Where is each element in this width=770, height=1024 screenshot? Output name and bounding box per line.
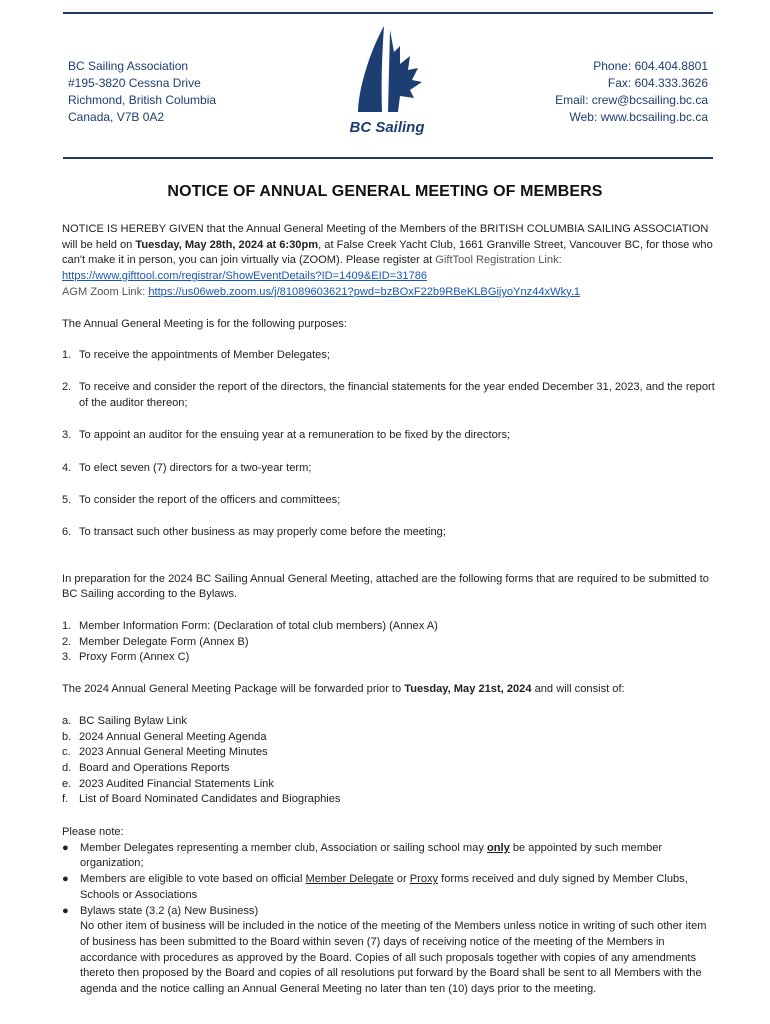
bullet-icon: ●: [62, 873, 69, 886]
package-date: Tuesday, May 21st, 2024: [404, 683, 532, 696]
address-line: BC Sailing Association: [68, 59, 189, 73]
bylaw-quote: No other item of business will be included in the notice of the meeting of the Members unless notice in writing of such other item of business has been submitted to the Board within seven (7) days of receiving notice of the meeting of the Members in accordance with procedures as approved by the Board. Copies of all such proposals together with copies of any amendments thereto then proposed by the Board and copies of all resolutions put forward by the Board shall be sent to all Members with the agenda and the notice calling an Annual General Meeting no later than ten (10) days prior to the meeting.: [80, 920, 707, 996]
header-bottom-rule: [63, 157, 713, 159]
bullet-icon: ●: [62, 841, 69, 854]
bullet-icon: ●: [62, 904, 69, 917]
package-item: e. 2023 Audited Financial Statements Link: [62, 777, 274, 790]
package-item: d. Board and Operations Reports: [62, 761, 230, 774]
intro-text-2: , at False Creek Yacht Club, 1661 Granville Street, Vancouver BC, for those who can't make it in person, you can join virtually via (ZOOM). Please register at: [62, 238, 713, 267]
purpose-item: 6. To transact such other business as may properly come before the meeting;: [62, 525, 446, 538]
registration-label: GiftTool Registration Link:: [435, 254, 562, 267]
purpose-item: 1. To receive the appointments of Member Delegates;: [62, 349, 330, 362]
package-intro: The 2024 Annual General Meeting Package will be forwarded prior to Tuesday, May 21st, 2024 and will consist of:: [62, 683, 625, 696]
address-line: Richmond, British Columbia: [68, 93, 217, 107]
form-item: 3. Proxy Form (Annex C): [62, 651, 190, 664]
proxy-term: Proxy: [409, 873, 439, 886]
purposes-intro: The Annual General Meeting is for the following purposes:: [62, 317, 347, 330]
form-item: 2. Member Delegate Form (Annex B): [62, 635, 249, 648]
package-item: b. 2024 Annual General Meeting Agenda: [62, 730, 267, 743]
logo-wordmark: BC Sailing: [349, 119, 425, 136]
note-bullet: ● Bylaws state (3.2 (a) New Business): [62, 904, 716, 920]
intro-paragraph: [62, 222, 716, 285]
registration-link[interactable]: https://www.gifttool.com/registrar/ShowEventDetails?ID=1409&EID=31786: [62, 270, 428, 283]
purpose-item: 5. To consider the report of the officers and committees;: [62, 493, 341, 506]
address-line: Canada, V7B 0A2: [68, 110, 165, 124]
forms-intro: In preparation for the 2024 BC Sailing Annual General Meeting, attached are the following forms that are required to be submitted to BC Sailing according to the Bylaws.: [62, 572, 709, 601]
header-top-rule: [63, 12, 713, 14]
association-address: [68, 58, 216, 126]
note-bullet: ● Member Delegates representing a member club, Association or sailing school may only be appointed by such member organization;: [62, 841, 716, 872]
address-line: #195-3820 Cessna Drive: [68, 76, 201, 90]
zoom-line: [62, 285, 716, 301]
meeting-date: Tuesday, May 28th, 2024 at 6:30pm: [135, 238, 319, 251]
package-item: a. BC Sailing Bylaw Link: [62, 714, 187, 727]
fax-line: Fax: 604.333.3626: [607, 76, 708, 90]
intro-text: NOTICE IS HEREBY GIVEN that the Annual General Meeting of the Members of the BRITISH COLUMBIA SAILING ASSOCIATION will be held on: [62, 223, 709, 251]
zoom-label: AGM Zoom Link:: [62, 285, 149, 298]
purpose-item: 4. To elect seven (7) directors for a two-year term;: [62, 461, 312, 474]
sail-maple-leaf-icon: [340, 22, 435, 137]
member-delegate-term: Member Delegate: [305, 873, 394, 886]
association-contact: [555, 58, 708, 126]
package-item: c. 2023 Annual General Meeting Minutes: [62, 746, 268, 759]
page-title: NOTICE OF ANNUAL GENERAL MEETING OF MEMBERS: [167, 183, 603, 200]
phone-line: Phone: 604.404.8801: [593, 59, 708, 73]
notes-heading: Please note:: [62, 826, 124, 839]
email-line[interactable]: Email: crew@bcsailing.bc.ca: [555, 93, 708, 107]
package-item: f. List of Board Nominated Candidates and Biographies: [62, 793, 341, 806]
notice-body: [62, 222, 716, 998]
bc-sailing-logo: [340, 22, 435, 137]
only-emphasis: only: [486, 841, 510, 854]
purpose-item: 3. To appoint an auditor for the ensuing year at a remuneration to be fixed by the directors;: [62, 429, 511, 442]
form-item: 1. Member Information Form: (Declaration of total club members) (Annex A): [62, 620, 438, 633]
note-bullet: ● Members are eligible to vote based on official Member Delegate or Proxy forms received and duly signed by Member Clubs, Schools or Associations: [62, 872, 716, 903]
web-line[interactable]: Web: www.bcsailing.bc.ca: [569, 110, 708, 124]
purpose-item: 2. To receive and consider the report of the directors, the financial statements for the year ended December 31, 2023, and the report of the auditor thereon;: [62, 381, 715, 410]
zoom-link[interactable]: https://us06web.zoom.us/j/81089603621?pwd=bzBOxF22b9RBeKLBGijyoYnz44xWky.1: [148, 285, 581, 298]
